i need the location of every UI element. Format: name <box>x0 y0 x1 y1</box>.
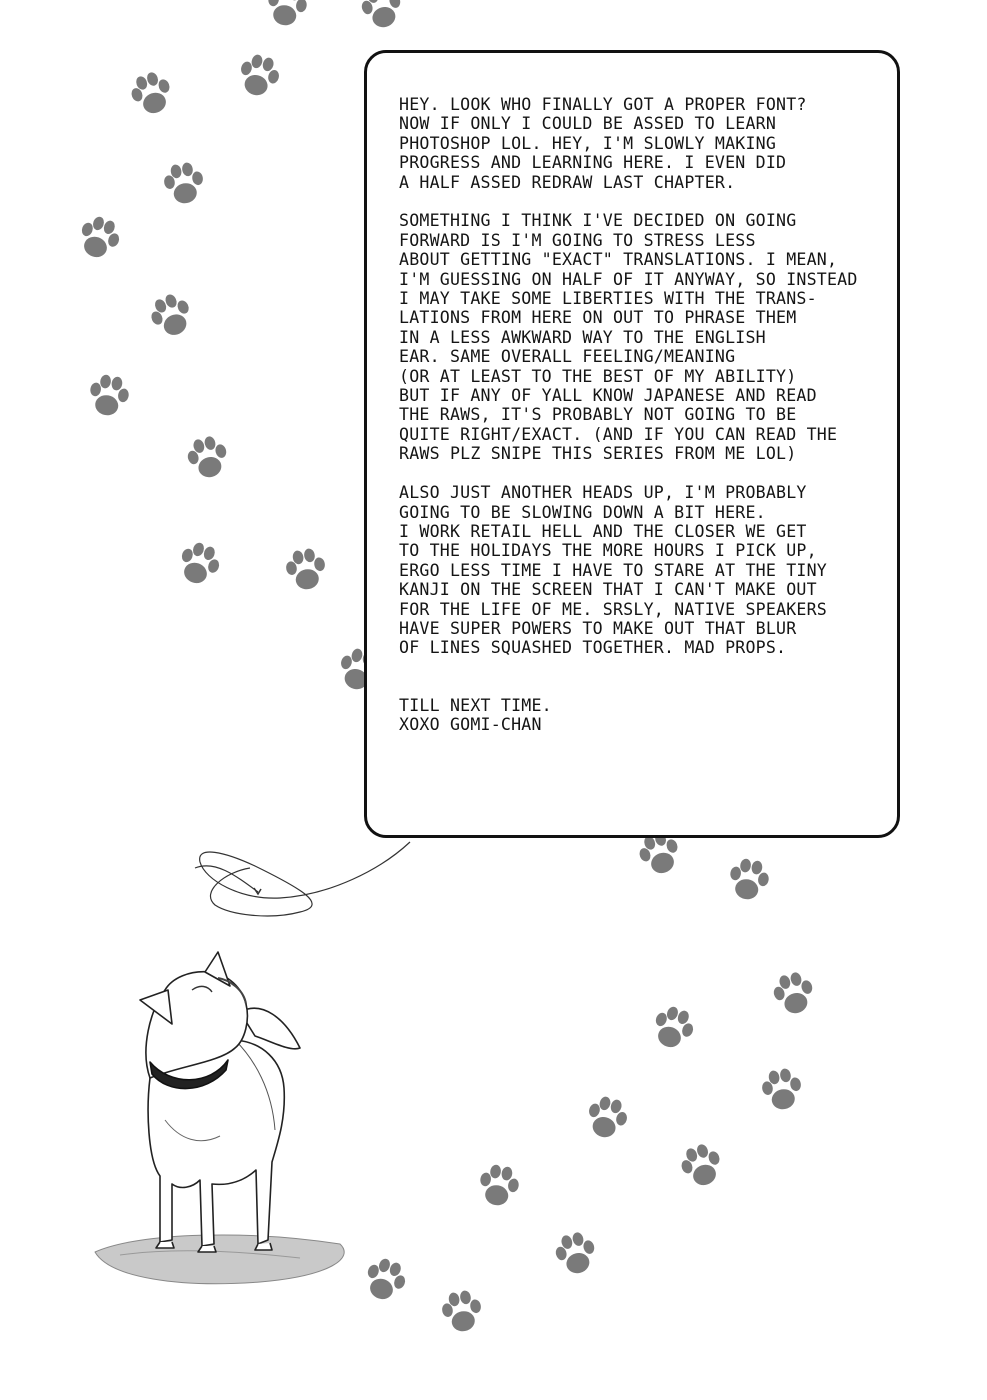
paw-print-icon <box>648 1002 698 1053</box>
note-paragraph-2: SOMETHING I THINK I'VE DECIDED ON GOING FORWARD IS I'M GOING TO STRESS LESS ABOUT GETTING "EXACT" TRANSLATIONS. I MEAN, I'M GUESSING ON HALF OF IT ANYWAY, SO INSTEAD I MAY TAKE SOME LIBERTIES WITH THE TRANS- LATIONS FROM HERE ON OUT TO PHRASE THEM IN A LESS AWKWARD WAY TO THE ENGLISH EAR. SAME OVERALL FEELING/MEANING (OR AT LEAST TO THE BEST OF MY ABILITY) BUT IF ANY OF YALL KNOW JAPANESE AND READ THE RAWS, IT'S PROBABLY NOT GOING TO BE QUITE RIGHT/EXACT. (AND IF YOU CAN READ THE RAWS PLZ SNIPE THIS SERIES FROM ME LOL) <box>399 211 858 464</box>
paw-print-icon <box>145 289 197 342</box>
paw-print-icon <box>552 1229 600 1278</box>
paw-print-icon <box>264 0 309 29</box>
paw-print-icon <box>127 68 177 119</box>
paw-print-icon <box>74 212 124 263</box>
paw-print-icon <box>235 51 283 100</box>
translator-note-box <box>364 50 900 838</box>
paw-print-icon <box>759 1066 804 1112</box>
paw-print-icon <box>283 546 328 592</box>
paw-print-icon <box>358 0 406 32</box>
paw-print-icon <box>161 160 206 206</box>
note-paragraph-1: HEY. LOOK WHO FINALLY GOT A PROPER FONT? NOW IF ONLY I COULD BE ASSED TO LEARN PHOTOSHOP LOL. HEY, I'M SLOWLY MAKING PROGRESS AND LEARNING HERE. I EVEN DID A HALF ASSED REDRAW LAST CHAPTER. <box>399 95 807 192</box>
dog-illustration <box>95 952 344 1284</box>
fly-trail-doodle <box>195 842 410 916</box>
paw-print-icon <box>360 1254 410 1305</box>
note-signoff: TILL NEXT TIME. XOXO GOMI-CHAN <box>399 695 552 735</box>
paw-print-icon <box>583 1093 631 1142</box>
paw-print-icon <box>677 1140 727 1191</box>
paw-print-icon <box>184 433 232 482</box>
paw-print-icon <box>174 538 224 589</box>
paw-print-icon <box>476 1162 521 1208</box>
translator-note-text <box>399 95 889 754</box>
paw-print-icon <box>726 856 771 902</box>
note-paragraph-3: ALSO JUST ANOTHER HEADS UP, I'M PROBABLY GOING TO BE SLOWING DOWN A BIT HERE. I WORK RETAIL HELL AND THE CLOSER WE GET TO THE HOLIDAYS THE MORE HOURS I PICK UP, ERGO LESS TIME I HAVE TO STARE AT THE TINY KANJI ON THE SCREEN THAT I CAN'T MAKE OUT FOR THE LIFE OF ME. SRSLY, NATIVE SPEAKERS HAVE SUPER POWERS TO MAKE OUT THAT BLUR OF LINES SQUASHED TOGETHER. MAD PROPS. <box>399 483 827 658</box>
paw-print-icon <box>439 1288 484 1334</box>
paw-print-icon <box>770 969 818 1018</box>
paw-print-icon <box>86 372 131 418</box>
